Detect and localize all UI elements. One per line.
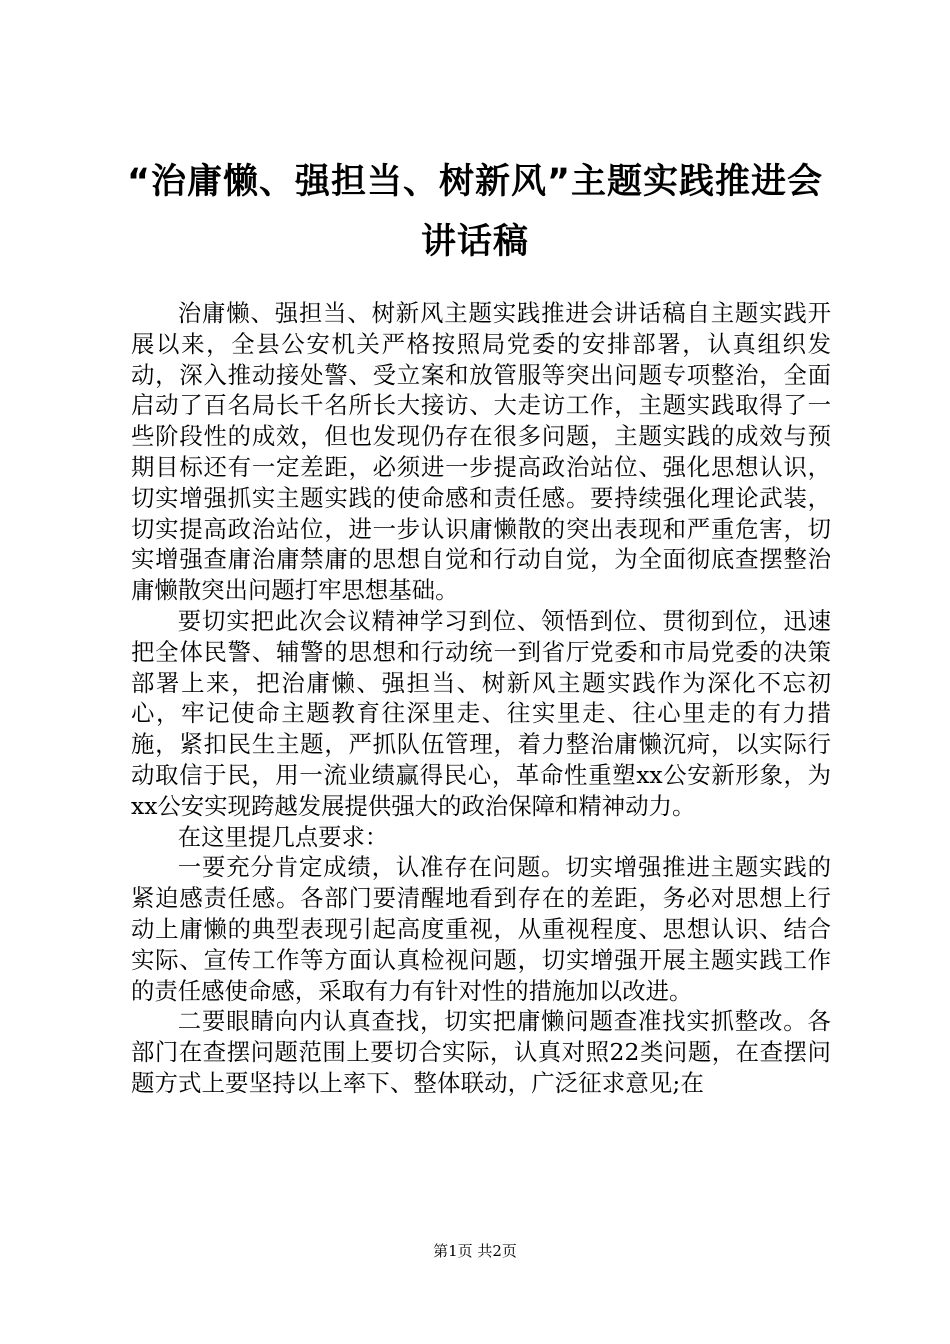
body-paragraph-2: 要切实把此次会议精神学习到位、领悟到位、贯彻到位，迅速把全体民警、辅警的思想和行动统一到省厅党委和市局党委的决策部署上来，把治庸懒、强担当、树新风主题实践作为深化不忘初心，牢记使命主题教育往深里走、往实里走、往心里走的有力措施，紧扣民生主题，严抓队伍管理，着力整治庸懒沉疴，以实际行动取信于民，用一流业绩赢得民心，革命性重塑xx公安新形象，为xx公安实现跨越发展提供强大的政治保障和精神动力。 — [131, 606, 831, 820]
document-title-line-1: “治庸懒、强担当、树新风”主题实践推进会 — [126, 162, 823, 202]
document-body — [131, 298, 831, 1099]
page-number-footer: 第1页 共2页 — [433, 1242, 517, 1260]
body-paragraph-1: 治庸懒、强担当、树新风主题实践推进会讲话稿自主题实践开展以来，全县公安机关严格按照局党委的安排部署，认真组织发动，深入推动接处警、受立案和放管服等突出问题专项整治，全面启动了百名局长千名所长大接访、大走访工作，主题实践取得了一些阶段性的成效，但也发现仍存在很多问题，主题实践的成效与预期目标还有一定差距，必须进一步提高政治站位、强化思想认识，切实增强抓实主题实践的使命感和责任感。要持续强化理论武装，切实提高政治站位，进一步认识庸懒散的突出表现和严重危害，切实增强查庸治庸禁庸的思想自觉和行动自觉，为全面彻底查摆整治庸懒散突出问题打牢思想基础。 — [131, 299, 831, 605]
body-paragraph-4: 一要充分肯定成绩，认准存在问题。切实增强推进主题实践的紧迫感责任感。各部门要清醒地看到存在的差距，务必对思想上行动上庸懒的典型表现引起高度重视，从重视程度、思想认识、结合实际、宣传工作等方面认真检视问题，切实增强开展主题实践工作的责任感使命感，采取有力有针对性的措施加以改进。 — [131, 853, 831, 1005]
body-paragraph-3: 在这里提几点要求： — [177, 822, 389, 851]
body-paragraph-5: 二要眼睛向内认真查找，切实把庸懒问题查准找实抓整改。各部门在查摆问题范围上要切合实际，认真对照22类问题，在查摆问题方式上要坚持以上率下、整体联动，广泛征求意见;在 — [131, 1007, 831, 1097]
document-title-line-2: 讲话稿 — [420, 222, 529, 262]
